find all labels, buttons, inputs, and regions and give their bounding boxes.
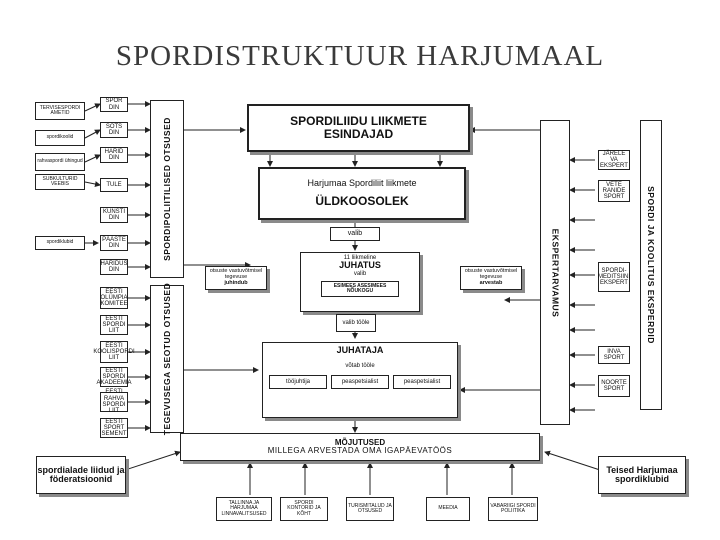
sport-experts-label: SPORDI JA KOOLITUS EKSPERDID [640,120,662,410]
note-line: arvestab [479,279,503,286]
left-note [205,266,267,290]
bottom-box: MEEDIA [426,497,470,521]
policy-unit: KUNSTI DIN [100,207,128,223]
left-org: rahvaspordi ühingud [35,153,85,171]
staff-row [269,375,451,389]
staff-box: peaspetsialist [393,375,451,389]
influences-line2: MILLEGA ARVESTADA OMA IGAPÄEVATÖÖS [267,446,453,455]
influences-box [180,433,540,461]
members-representatives-box [247,104,470,152]
chairman-box: ESIMEES ASESIMEES NÕUKOGU [321,281,399,297]
left-org: SUBKULTURID VEEBIS [35,174,85,190]
left-org: spordikoolid [35,130,85,146]
bottom-box: TURISMITALUD JA OTSUSED [346,497,394,521]
policy-unit: TULE [100,178,128,192]
top-box-line1: SPORDILIIDU LIIKMETE [290,114,427,129]
left-org: spordiklubid [35,236,85,250]
policy-decisions-label: SPORDIPOLIITILISED OTSUSED [150,100,184,278]
board-elects: valib [353,270,367,277]
policy-unit: HARID DIN [100,147,128,163]
left-org: TERVISESPORDI AMETID [35,102,85,120]
hires-label: valib tööle [336,314,376,332]
general-assembly-box [258,167,466,220]
policy-unit: SPOR DIN [100,97,128,112]
board-box [300,252,420,312]
board-members: 11 liikmeline [343,255,377,261]
staff-box: peaspetsialist [331,375,389,389]
note-line: otsuste vastuvõtmisel [209,268,263,275]
top-box-line2: ESINDAJAD [323,127,394,141]
other-clubs-box: Teised Harjumaa spordiklubid [598,456,686,494]
assembly-line1: Harjumaa Spordiliit liikmete [307,178,417,189]
influences-line1: MÕJUTUSED [334,437,386,447]
expert-opinion-label: EKSPERTARVAMUS [540,120,570,425]
policy-unit: SOTS DIN [100,122,128,138]
note-line: tegevuse [224,274,248,281]
bottom-box: SPORDI KONTORID JA KÕHT [280,497,328,521]
elects-label: valib [330,227,380,241]
policy-unit: HARIDUS DIN [100,260,128,273]
related-decisions-label: TEGEVUSEGA SEOTUD OTSUSED [150,285,184,433]
bottom-box: VABARIIGI SPORDI POLIITIKA [488,497,538,521]
note-line: tegevuse [479,274,503,281]
right-org: INVA SPORT [598,346,630,364]
right-org: NOORTE SPORT [598,375,630,397]
manager-sub: võtab tööle [345,363,375,370]
federations-box: spordialade liidud ja föderatsioonid [36,456,126,494]
board-title: JUHATUS [339,260,381,271]
policy-unit: PÄÄSTE DIN [100,235,128,251]
staff-box: tööjuhtija [269,375,327,389]
manager-box [262,342,458,418]
assembly-line2: ÜLDKOOSOLEK [315,193,409,208]
related-unit: EESTI SPORT SEMENT [101,418,127,438]
bottom-box: TALLINNA JA HARJUMAA LINNAVALITSUSED [216,497,272,521]
related-unit: EESTI RAHVA SPORDI LIIT [100,392,128,412]
related-unit: EESTI OLÜMPIA KOMITEE [100,288,128,308]
right-org: JÄRELE VA EKSPERT [598,150,630,170]
related-unit: EESTI SPORDI AKADEEMIA [96,367,132,387]
related-unit: EESTI KOOLISPORDI LIIT [93,342,135,362]
page-title: SPORDISTRUKTUUR HARJUMAAL [115,40,605,72]
right-org: VETE RANIDE SPORT [598,180,630,202]
right-org: SPORDI- MEDITSIINI EKSPERT [598,262,630,292]
note-line: juhindub [224,279,248,286]
right-note [460,266,522,290]
note-line: otsuste vastuvõtmisel [464,268,518,275]
related-unit: EESTI SPORDI LIIT [100,315,128,335]
manager-title: JUHATAJA [336,345,384,355]
